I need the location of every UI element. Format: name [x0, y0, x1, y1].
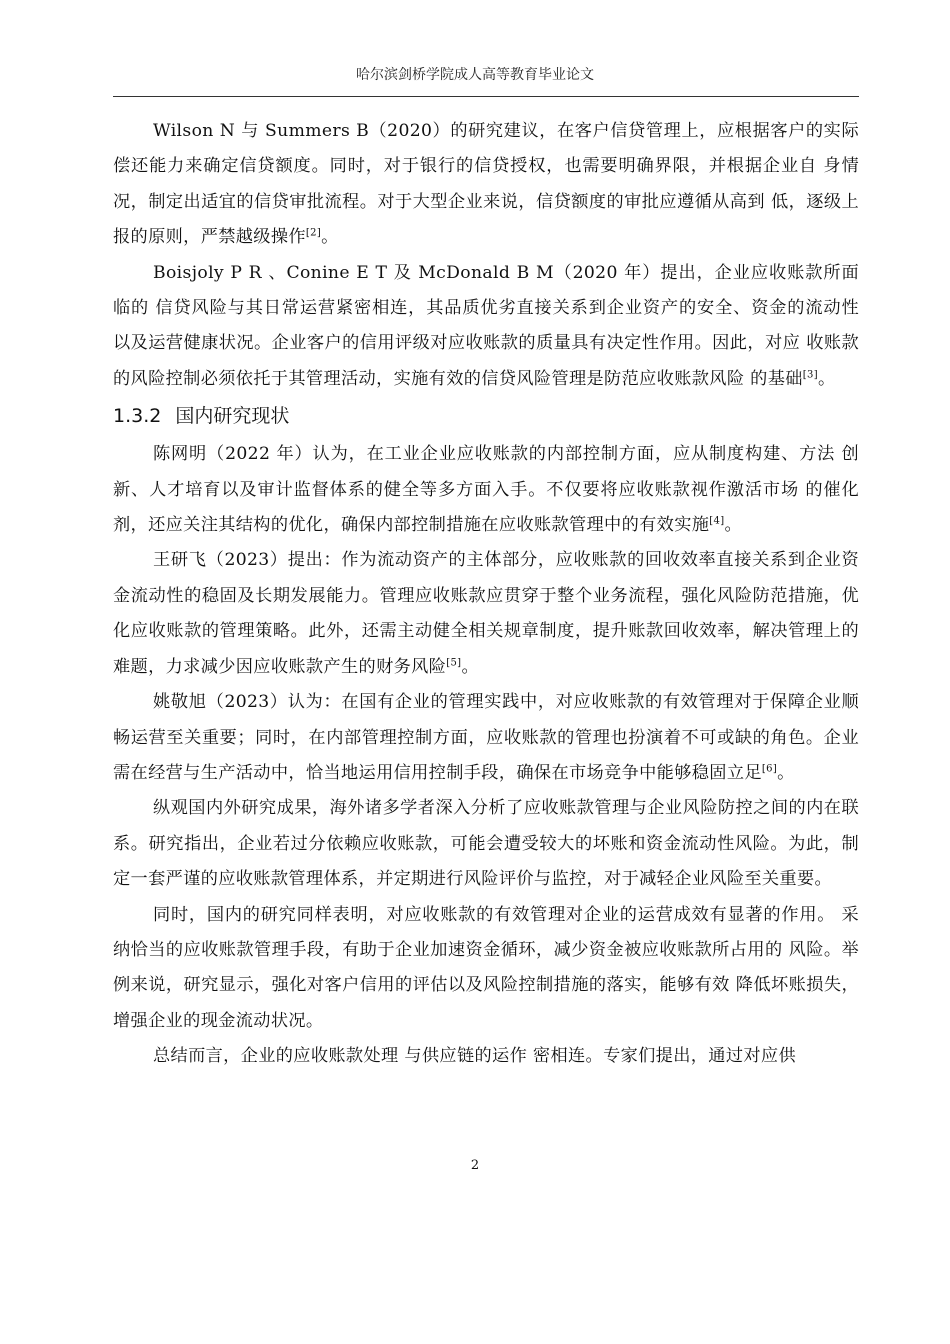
paragraph: [113, 685, 859, 791]
citation-ref: [4]: [709, 515, 725, 527]
paragraph-text: Wilson N 与 Summers B（2020）的研究建议，在客户信贷管理上，应根据客户的实际 偿还能力来确定信贷额度。同时，对于银行的信贷授权，也需要明确界限，并根据企业自 身情况，制定出适宜的信贷审批流程。对于大型企业来说，信贷额度的审批应遵循从高到 低，逐级上报的原则，严禁越级操作: [113, 121, 859, 248]
paragraph-end: 。: [461, 656, 479, 677]
paragraph-text: 陈网明（2022 年）认为，在工业企业应收账款的内部控制方面，应从制度构建、方法 创新、人才培育以及审计监督体系的健全等多方面入手。不仅要将应收账款视作激活市场 的催化剂，还应关注其结构的优化，确保内部控制措施在应收账款管理中的有效实施: [113, 444, 859, 536]
paragraph-text: 王研飞（2023）提出：作为流动资产的主体部分，应收账款的回收效率直接关系到企业资金流动性的稳固及长期发展能力。管理应收账款应贯穿于整个业务流程，强化风险防范措施，优化应收账款的管理策略。此外，还需主动健全相关规章制度，提升账款回收效率，解决管理上的难题，力求减少因应收账款产生的财务风险: [113, 550, 859, 677]
paragraph-end: 。: [321, 227, 339, 248]
section-number: 1.3.2: [113, 405, 162, 428]
paragraph-end: 。: [777, 762, 795, 783]
body-text: [113, 114, 859, 1065]
page-header: 哈尔滨剑桥学院成人高等教育毕业论文: [356, 67, 594, 83]
paragraph-text: 姚敬旭（2023）认为：在国有企业的管理实践中，对应收账款的有效管理对于保障企业顺畅运营至关重要；同时，在内部管理控制方面，应收账款的管理也扮演着不可或缺的角色。企业需在经营与生产活动中，恰当地运用信用控制手段，确保在市场竞争中能够稳固立足: [113, 692, 859, 783]
paragraph: [113, 256, 859, 398]
paragraph: [113, 114, 859, 256]
paragraph-text: 同时，国内的研究同样表明，对应收账款的有效管理对企业的运营成效有显著的作用。 采纳恰当的应收账款管理手段，有助于企业加速资金循环，减少资金被应收账款所占用的 风险。举例来说，研究显示，强化对客户信用的评估以及风险控制措施的落实，能够有效 降低坏账损失，增强企业的现金流动状况。: [113, 904, 859, 1031]
page-number: 2: [470, 1158, 480, 1173]
paragraph-cut-off: [113, 1039, 859, 1065]
citation-ref: [3]: [802, 369, 818, 381]
cut-off-line-block: [113, 1039, 859, 1065]
citation-ref: [5]: [446, 656, 462, 668]
paragraph-text: 总结而言，企业的应收账款处理 与供应链的运作 密相连。专家们提出，通过对应供: [153, 1046, 796, 1066]
section-title: 国内研究现状: [175, 405, 290, 428]
header-rule: [113, 96, 859, 97]
paragraph-text: 纵观国内外研究成果，海外诸多学者深入分析了应收账款管理与企业风险防控之间的内在联系。研究指出，企业若过分依赖应收账款，可能会遭受较大的坏账和资金流动性风险。为此，制定一套严谨的应收账款管理体系，并定期进行风险评价与监控，对于减轻企业风险至关重要。: [113, 798, 859, 890]
paragraph: [113, 898, 859, 1040]
citation-ref: [2]: [305, 227, 322, 239]
paragraph-end: 。: [724, 515, 743, 536]
paragraph: [113, 437, 859, 543]
paragraph: [113, 791, 859, 897]
paragraph-text: Boisjoly P R 、Conine E T 及 McDonald B M（2020 年）提出，企业应收账款所面临的 信贷风险与其日常运营紧密相连，其品质优劣直接关系到企业资产的安全、资金的流动性 以及运营健康状况。企业客户的信用评级对应收账款的质量具有决定性作用。因此，对应 收账款的风险控制必须依托于其管理活动，实施有效的信贷风险管理是防范应收账款风险 的基础: [113, 262, 859, 389]
paragraph-end: 。: [818, 368, 836, 389]
citation-ref: [6]: [761, 763, 778, 775]
paragraph: [113, 543, 859, 685]
section-heading: [113, 399, 859, 433]
